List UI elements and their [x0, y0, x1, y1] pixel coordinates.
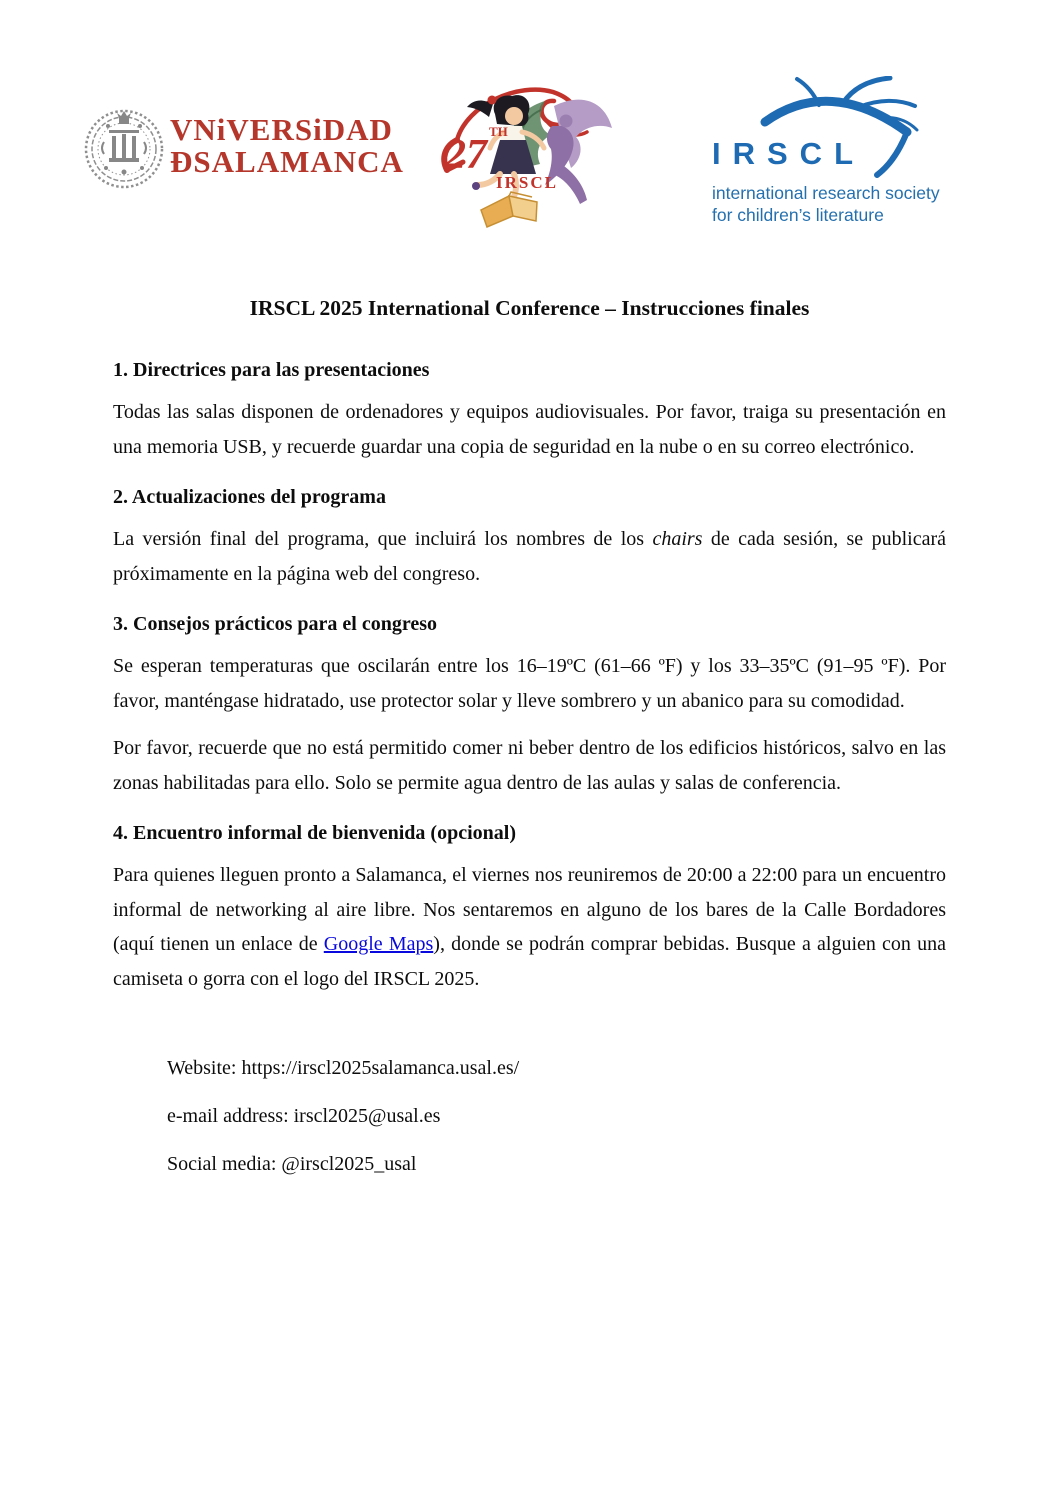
irscl-subtitle-line1: international research society	[712, 183, 940, 203]
conference-number: 27	[445, 132, 487, 178]
irscl-subtitle	[712, 182, 940, 226]
section-3-heading: 3. Consejos prácticos para el congreso	[113, 613, 438, 635]
section-2-heading: 2. Actualizaciones del programa	[113, 486, 386, 508]
conference-illustration-icon	[433, 74, 619, 234]
section-1-paragraph: Todas las salas disponen de ordenadores y equipos audiovisuales. Por favor, traiga su presentación en una memoria USB, y recuerde guardar una copia de seguridad en la nube o en su correo electrónico.	[113, 401, 946, 458]
usal-wordmark	[170, 114, 404, 178]
section-3-paragraph-1: Se esperan temperaturas que oscilarán entre los 16–19ºC (61–66 ºF) y los 33–35ºC (91–95 ºF). Por favor, manténgase hidratado, use protector solar y lleve sombrero y un abanico para su comodidad.	[113, 655, 946, 712]
section-2-paragraph	[113, 522, 946, 591]
section-2-text-after: de cada sesión, se publicará próximamente en la página web del congreso.	[113, 528, 946, 585]
irscl-acronym: IRSCL	[712, 136, 865, 171]
section-3-paragraph-2: Por favor, recuerde que no está permitido comer ni beber dentro de los edificios históricos, salvo en las zonas habilitadas para ello. Solo se permite agua dentro de las aulas y salas de conferencia.	[113, 737, 946, 794]
section-4-heading: 4. Encuentro informal de bienvenida (opcional)	[113, 822, 516, 844]
section-4-text-before: Para quienes lleguen pronto a Salamanca, el viernes nos reuniremos de 20:00 a 22:00 para un encuentro informal de networking al aire libre. Nos sentaremos en alguno de los bares de la Calle Bordadores (aquí tienen un enlace de	[113, 864, 946, 955]
section-4-text-after: ), donde se podrán comprar bebidas. Busque a alguien con una camiseta o gorra con el logo del IRSCL 2025.	[113, 933, 946, 990]
page-title: IRSCL 2025 International Conference – Instrucciones finales	[249, 296, 810, 320]
usal-wordmark-line2: ÐSALAMANCA	[170, 144, 404, 179]
contact-block	[167, 1056, 946, 1176]
document-content	[113, 296, 946, 1200]
google-maps-link[interactable]: Google Maps	[323, 933, 434, 955]
section-4-paragraph	[113, 858, 946, 996]
section-2-italic-term: chairs	[652, 528, 703, 550]
usal-wordmark-line1: VNiVERSiDAD	[170, 112, 393, 147]
contact-website: Website: https://irscl2025salamanca.usal.es/	[167, 1057, 520, 1079]
section-1-heading: 1. Directrices para las presentaciones	[113, 359, 430, 381]
irscl-logo	[700, 76, 940, 232]
usal-logo	[84, 106, 404, 192]
contact-email: e-mail address: irscl2025@usal.es	[167, 1105, 441, 1127]
usal-seal-icon	[84, 106, 164, 192]
conference-logo	[433, 74, 619, 234]
irscl-subtitle-line2: for children’s literature	[712, 205, 884, 225]
conference-number-suffix: TH	[489, 124, 508, 139]
contact-social: Social media: @irscl2025_usal	[167, 1153, 417, 1175]
section-2-text-before: La versión final del programa, que incluirá los nombres de los	[113, 528, 653, 550]
conference-wordmark: IRSCL	[496, 173, 558, 192]
